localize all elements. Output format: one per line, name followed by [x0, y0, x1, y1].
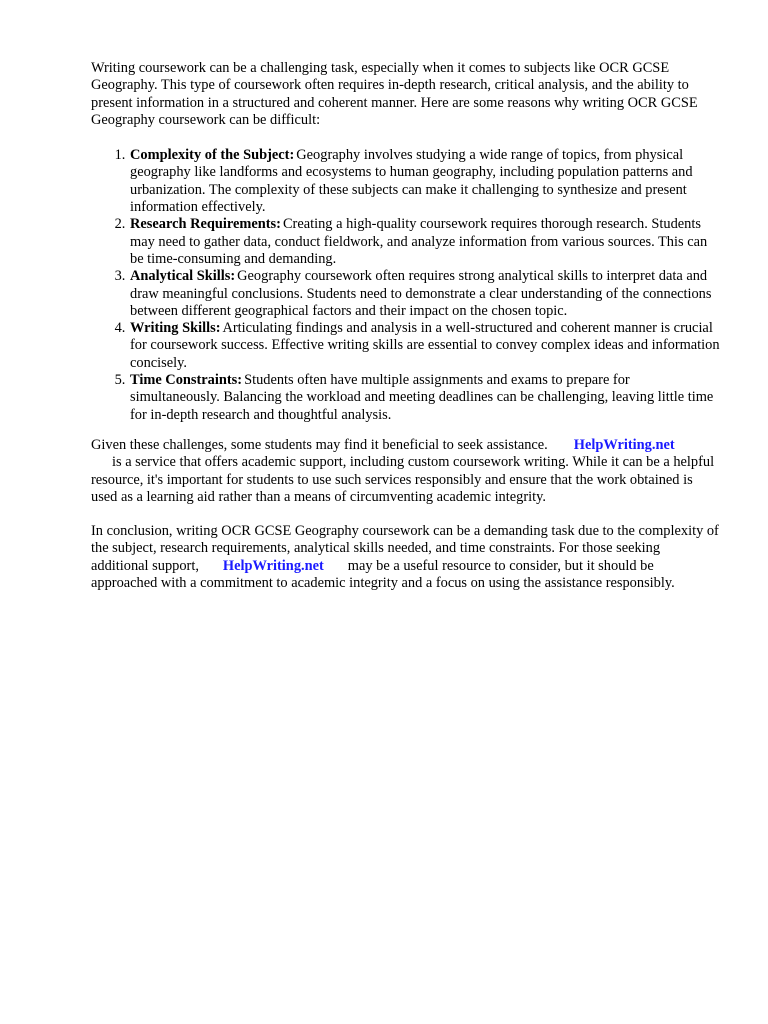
assistance-text-before: Given these challenges, some students may find it beneficial to seek assistance. — [91, 436, 548, 453]
document-body — [91, 60, 721, 592]
assistance-text-after: is a service that offers academic support, including custom coursework writing. While it can be a helpful resource, it's important for students to use such services responsibly and ensure that the work obtained is used as a learning aid rather than a means of circumventing academic integrity. — [91, 454, 715, 505]
conclusion-text-before: In conclusion, writing OCR GCSE Geography coursework can be a demanding task due to the complexity of the subject, research requirements, analytical skills needed, and time constraints. For those seeking additional support, — [91, 523, 719, 574]
list-item — [129, 216, 721, 268]
list-item-heading: Research Requirements: — [130, 216, 281, 233]
list-item — [129, 147, 721, 216]
assistance-paragraph — [91, 437, 721, 506]
list-item-text: Geography involves studying a wide range of topics, from physical geography like landforms and ecosystems to human geography, including population patterns and urbanization. The complexity of these subjects can make it challenging to synthesize and present information effectively. — [130, 147, 693, 216]
list-item-text: Creating a high-quality coursework requires thorough research. Students may need to gather data, conduct fieldwork, and analyze information from various sources. This can be time-consuming and demanding. — [130, 216, 708, 267]
conclusion-text-after: may be a useful resource to consider, but it should be approached with a commitment to academic integrity and a focus on using the assistance responsibly. — [91, 557, 675, 592]
list-item-text: Students often have multiple assignments and exams to prepare for simultaneously. Balancing the workload and meeting deadlines can be challenging, leaving little time for in-depth research and thoughtful analysis. — [130, 372, 714, 423]
reasons-list — [91, 147, 721, 424]
list-item-heading: Time Constraints: — [130, 372, 243, 389]
helpwriting-link-conclusion[interactable]: HelpWriting.net — [222, 557, 324, 574]
list-item-heading: Complexity of the Subject: — [130, 147, 295, 164]
list-item-text: Geography coursework often requires strong analytical skills to interpret data and draw meaningful conclusions. Students need to demonstrate a clear understanding of the connections between different geographical factors and their impact on the chosen topic. — [130, 268, 712, 319]
list-item-heading: Writing Skills: — [130, 320, 221, 337]
list-item-heading: Analytical Skills: — [130, 268, 236, 285]
intro-paragraph: Writing coursework can be a challenging task, especially when it comes to subjects like OCR GCSE Geography. This type of coursework often requires in-depth research, critical analysis, and the ability to present information in a structured and coherent manner. Here are some reasons why writing OCR GCSE Geography coursework can be difficult: — [91, 60, 698, 128]
list-item — [129, 268, 721, 320]
helpwriting-link[interactable]: HelpWriting.net — [573, 436, 675, 453]
conclusion-paragraph — [91, 523, 721, 592]
list-item — [129, 320, 721, 372]
list-item — [129, 372, 721, 424]
list-item-text: Articulating findings and analysis in a well-structured and coherent manner is crucial for coursework success. Effective writing skills are essential to convey complex ideas and information concisely. — [130, 320, 720, 371]
